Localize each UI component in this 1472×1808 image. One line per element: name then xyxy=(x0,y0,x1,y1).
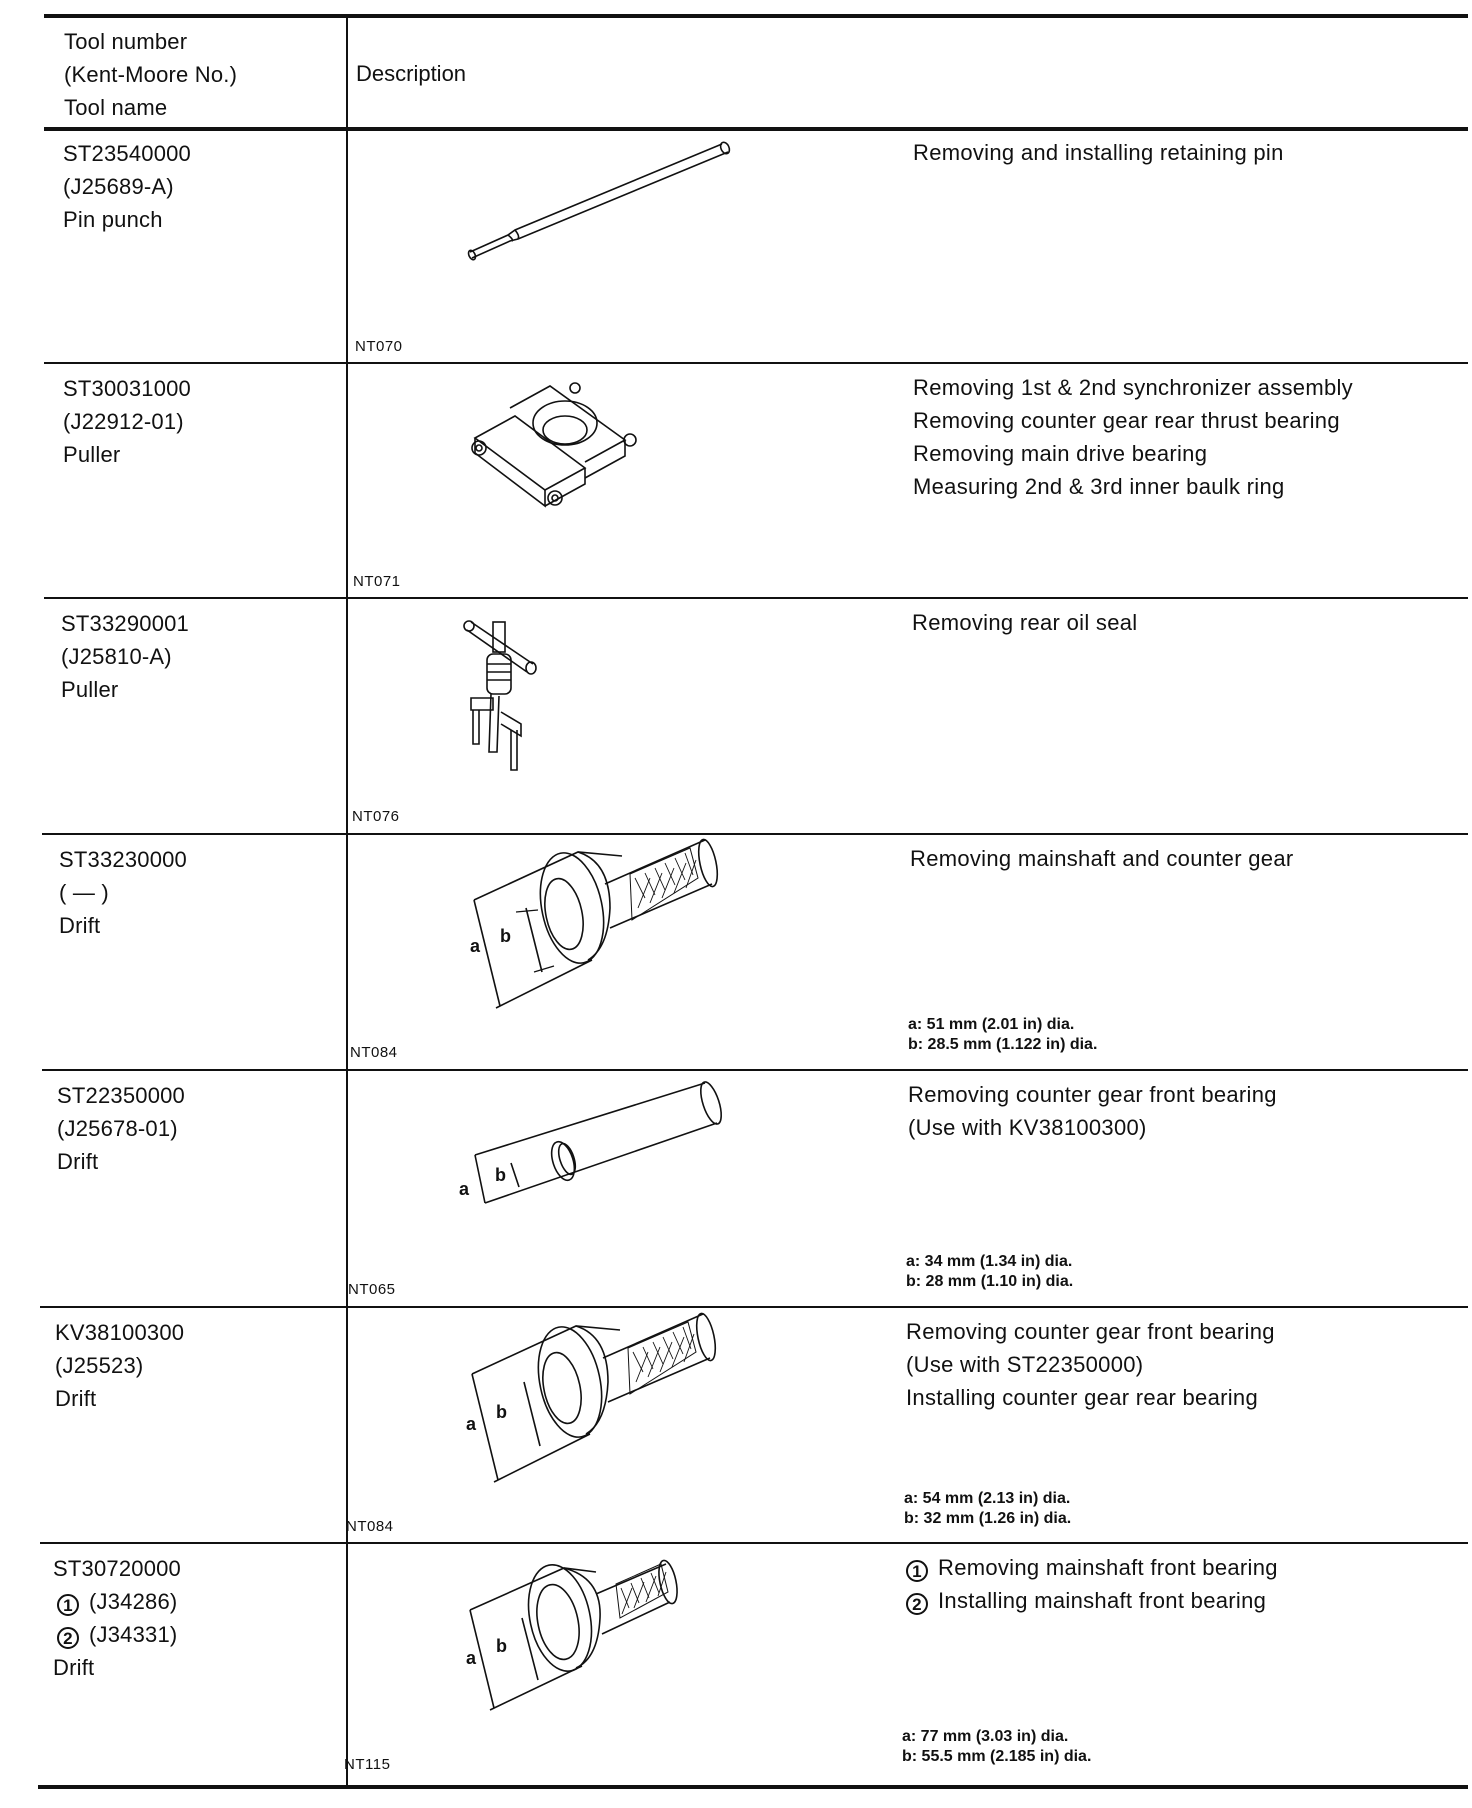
tool-description xyxy=(906,1551,1278,1617)
table-row-tool xyxy=(63,137,191,236)
dimension-a-label: a xyxy=(466,1648,477,1668)
description-line: Removing and installing retaining pin xyxy=(913,140,1284,165)
table-row-tool xyxy=(53,1552,181,1684)
dimension-b: b: 28.5 mm (1.122 in) dia. xyxy=(908,1036,1098,1053)
table-row-tool xyxy=(57,1079,185,1178)
circled-number-icon: 2 xyxy=(57,1627,79,1649)
dimension-b: b: 32 mm (1.26 in) dia. xyxy=(904,1510,1072,1527)
description-item xyxy=(906,1551,1278,1584)
figure-code: NT084 xyxy=(350,1044,398,1061)
dimension-b: b: 28 mm (1.10 in) dia. xyxy=(906,1273,1074,1290)
dimension-a-label: a xyxy=(466,1414,477,1434)
tool-description xyxy=(906,1315,1275,1414)
header-tool-number: Tool number xyxy=(64,29,188,54)
circled-number-icon: 2 xyxy=(906,1593,928,1615)
table-row-tool xyxy=(59,843,187,942)
description-line: Removing mainshaft front bearing xyxy=(938,1555,1278,1580)
short-drift-illustration xyxy=(456,1562,706,1722)
kent-moore-number: (J22912-01) xyxy=(63,409,184,434)
dimension-specs xyxy=(906,1252,1073,1292)
circled-number-icon: 1 xyxy=(57,1594,79,1616)
dimension-a: a: 51 mm (2.01 in) dia. xyxy=(908,1016,1075,1033)
dimension-b-label: b xyxy=(496,1636,507,1656)
description-line: Installing counter gear rear bearing xyxy=(906,1385,1259,1410)
header-tool-column xyxy=(64,25,237,124)
tool-number: ST30720000 xyxy=(53,1556,181,1581)
kent-moore-number: (J25523) xyxy=(55,1353,144,1378)
figure-code: NT065 xyxy=(348,1281,396,1298)
description-line: (Use with ST22350000) xyxy=(906,1352,1144,1377)
tool-name: Drift xyxy=(55,1386,97,1411)
figure-code: NT076 xyxy=(352,808,400,825)
figure-code: NT115 xyxy=(344,1756,391,1773)
description-line: Installing mainshaft front bearing xyxy=(938,1588,1267,1613)
kent-moore-number: (J34286) xyxy=(89,1589,178,1614)
row-divider xyxy=(42,833,1468,835)
header-description: Description xyxy=(356,61,467,86)
kent-moore-number: (J25689-A) xyxy=(63,174,174,199)
circled-number-icon: 1 xyxy=(906,1560,928,1582)
dimension-a: a: 54 mm (2.13 in) dia. xyxy=(904,1490,1071,1507)
drift-illustration xyxy=(460,848,750,1023)
seal-puller-illustration xyxy=(463,612,553,782)
tool-name: Pin punch xyxy=(63,207,163,232)
table-row-tool xyxy=(55,1316,184,1415)
dimension-a: a: 77 mm (3.03 in) dia. xyxy=(902,1728,1069,1745)
dimension-a: a: 34 mm (1.34 in) dia. xyxy=(906,1253,1073,1270)
figure-code: NT070 xyxy=(355,338,403,355)
dimension-specs xyxy=(908,1015,1097,1055)
tool-number: KV38100300 xyxy=(55,1320,185,1345)
dimension-a-label: a xyxy=(459,1179,470,1199)
description-line: Removing counter gear front bearing xyxy=(906,1319,1275,1344)
tool-name: Puller xyxy=(61,677,119,702)
table-row-tool xyxy=(61,607,189,706)
description-line: Removing 1st & 2nd synchronizer assembly xyxy=(913,375,1353,400)
tool-name: Puller xyxy=(63,442,121,467)
description-line: Removing mainshaft and counter gear xyxy=(910,846,1294,871)
row-divider xyxy=(44,362,1468,364)
description-line: Measuring 2nd & 3rd inner baulk ring xyxy=(913,474,1285,499)
tool-name: Drift xyxy=(53,1655,95,1680)
tool-description xyxy=(913,136,1284,169)
row-divider xyxy=(40,1542,1468,1544)
dimension-a-label: a xyxy=(470,936,481,956)
bearing-splitter-illustration xyxy=(465,378,685,518)
table-top-rule xyxy=(44,14,1468,18)
header-tool-name: Tool name xyxy=(64,95,168,120)
tool-name: Drift xyxy=(59,913,101,938)
tool-description xyxy=(910,842,1294,875)
drift-illustration xyxy=(458,1322,748,1497)
tool-name: Drift xyxy=(57,1149,99,1174)
kent-moore-number: (J34331) xyxy=(89,1622,178,1647)
tool-description xyxy=(908,1078,1277,1144)
pin-punch-illustration xyxy=(460,140,740,270)
row-divider xyxy=(42,1069,1468,1071)
kent-moore-item xyxy=(53,1585,181,1618)
tool-description xyxy=(912,606,1137,639)
tool-number: ST33230000 xyxy=(59,847,187,872)
figure-code: NT084 xyxy=(346,1518,394,1535)
tool-number: ST30031000 xyxy=(63,376,191,401)
description-line: Removing counter gear rear thrust bearing xyxy=(913,408,1340,433)
description-line: (Use with KV38100300) xyxy=(908,1115,1147,1140)
description-line: Removing rear oil seal xyxy=(912,610,1138,635)
dimension-b: b: 55.5 mm (2.185 in) dia. xyxy=(902,1748,1092,1765)
kent-moore-item xyxy=(53,1618,181,1651)
tool-number: ST23540000 xyxy=(63,141,191,166)
row-divider xyxy=(40,1306,1468,1308)
dimension-b-label: b xyxy=(500,926,511,946)
dimension-b-label: b xyxy=(495,1165,506,1185)
dimension-specs xyxy=(904,1489,1071,1529)
description-line: Removing counter gear front bearing xyxy=(908,1082,1277,1107)
header-kent-moore: (Kent-Moore No.) xyxy=(64,62,238,87)
table-bottom-rule xyxy=(38,1785,1468,1789)
figure-code: NT071 xyxy=(353,573,401,590)
table-row-tool xyxy=(63,372,191,471)
description-item xyxy=(906,1584,1278,1617)
tube-drift-illustration xyxy=(455,1085,730,1215)
header-bottom-rule xyxy=(44,127,1468,131)
dimension-b-label: b xyxy=(496,1402,507,1422)
kent-moore-number: (J25678-01) xyxy=(57,1116,178,1141)
row-divider xyxy=(44,597,1468,599)
description-line: Removing main drive bearing xyxy=(913,441,1208,466)
tool-description xyxy=(913,371,1353,503)
kent-moore-number: (J25810-A) xyxy=(61,644,172,669)
tool-number: ST22350000 xyxy=(57,1083,185,1108)
kent-moore-number: ( — ) xyxy=(59,880,109,905)
tool-number: ST33290001 xyxy=(61,611,189,636)
dimension-specs xyxy=(902,1727,1091,1767)
